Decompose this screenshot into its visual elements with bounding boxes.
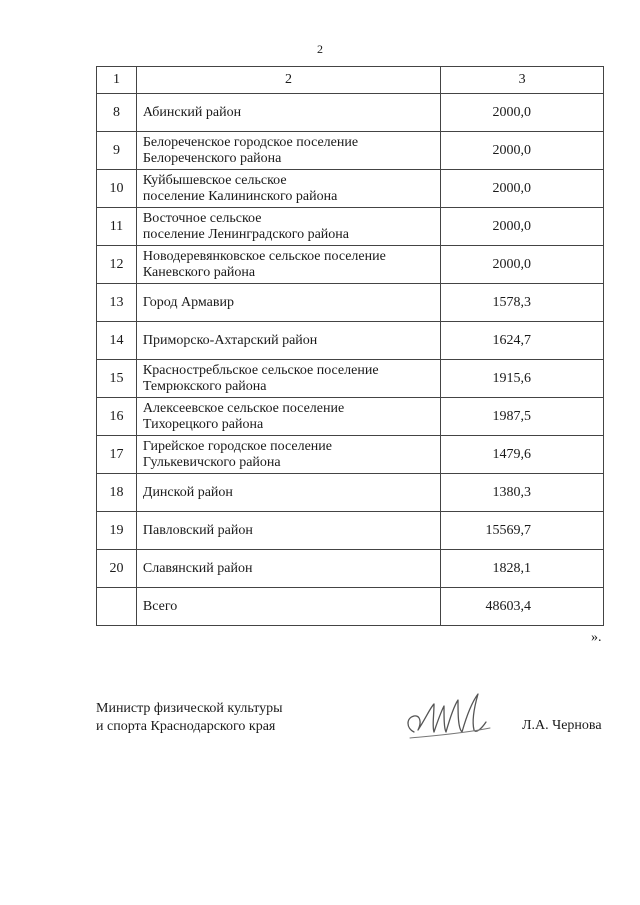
row-number: 13 [97,284,137,322]
table-header-row [97,67,604,94]
row-number: 11 [97,208,137,246]
signature-position-line-1: Министр физической культуры [96,701,283,716]
row-municipality-name: Восточное сельское поселение Ленинградского района [136,208,440,246]
table-row [97,132,604,170]
table-row [97,512,604,550]
row-municipality-name: Город Армавир [136,284,440,322]
row-amount: 1915,6 [441,360,604,398]
table-row [97,436,604,474]
table-row [97,284,604,322]
table-row [97,360,604,398]
column-header-amount: 3 [441,67,604,94]
handwritten-signature [400,688,496,746]
row-amount: 1987,5 [441,398,604,436]
row-number: 12 [97,246,137,284]
row-number: 20 [97,550,137,588]
row-number: 14 [97,322,137,360]
row-municipality-name: Славянский район [136,550,440,588]
table-row [97,94,604,132]
row-municipality-name: Павловский район [136,512,440,550]
row-amount: 2000,0 [441,94,604,132]
page-number: 2 [317,42,323,56]
total-label: Всего [136,588,440,626]
row-municipality-name: Абинский район [136,94,440,132]
row-amount: 2000,0 [441,132,604,170]
row-amount: 1624,7 [441,322,604,360]
table-row [97,398,604,436]
table-row [97,322,604,360]
total-row [97,588,604,626]
row-amount: 2000,0 [441,170,604,208]
signer-name: Л.А. Чернова [522,718,602,733]
allocation-table [96,66,604,626]
row-amount: 1479,6 [441,436,604,474]
row-municipality-name: Красностребльское сельское поселение Темрюкского района [136,360,440,398]
total-number [97,588,137,626]
row-municipality-name: Алексеевское сельское поселение Тихорецкого района [136,398,440,436]
row-municipality-name: Приморско-Ахтарский район [136,322,440,360]
closing-quote: ». [591,630,602,645]
row-municipality-name: Куйбышевское сельское поселение Калининского района [136,170,440,208]
row-number: 9 [97,132,137,170]
signature-position [96,700,283,736]
table-row [97,208,604,246]
table-body [97,94,604,626]
row-amount: 2000,0 [441,208,604,246]
row-amount: 1828,1 [441,550,604,588]
row-number: 16 [97,398,137,436]
row-number: 19 [97,512,137,550]
row-number: 8 [97,94,137,132]
table-row [97,474,604,512]
row-amount: 15569,7 [441,512,604,550]
row-municipality-name: Динской район [136,474,440,512]
table-row [97,170,604,208]
row-number: 15 [97,360,137,398]
table-row [97,246,604,284]
row-amount: 1578,3 [441,284,604,322]
row-municipality-name: Новодеревянковское сельское поселение Каневского района [136,246,440,284]
row-number: 10 [97,170,137,208]
total-amount: 48603,4 [441,588,604,626]
row-amount: 1380,3 [441,474,604,512]
row-number: 17 [97,436,137,474]
signature-position-line-2: и спорта Краснодарского края [96,719,276,734]
row-number: 18 [97,474,137,512]
row-municipality-name: Гирейское городское поселение Гулькевичского района [136,436,440,474]
row-amount: 2000,0 [441,246,604,284]
column-header-number: 1 [97,67,137,94]
column-header-name: 2 [136,67,440,94]
row-municipality-name: Белореченское городское поселение Белореченского района [136,132,440,170]
table-row [97,550,604,588]
